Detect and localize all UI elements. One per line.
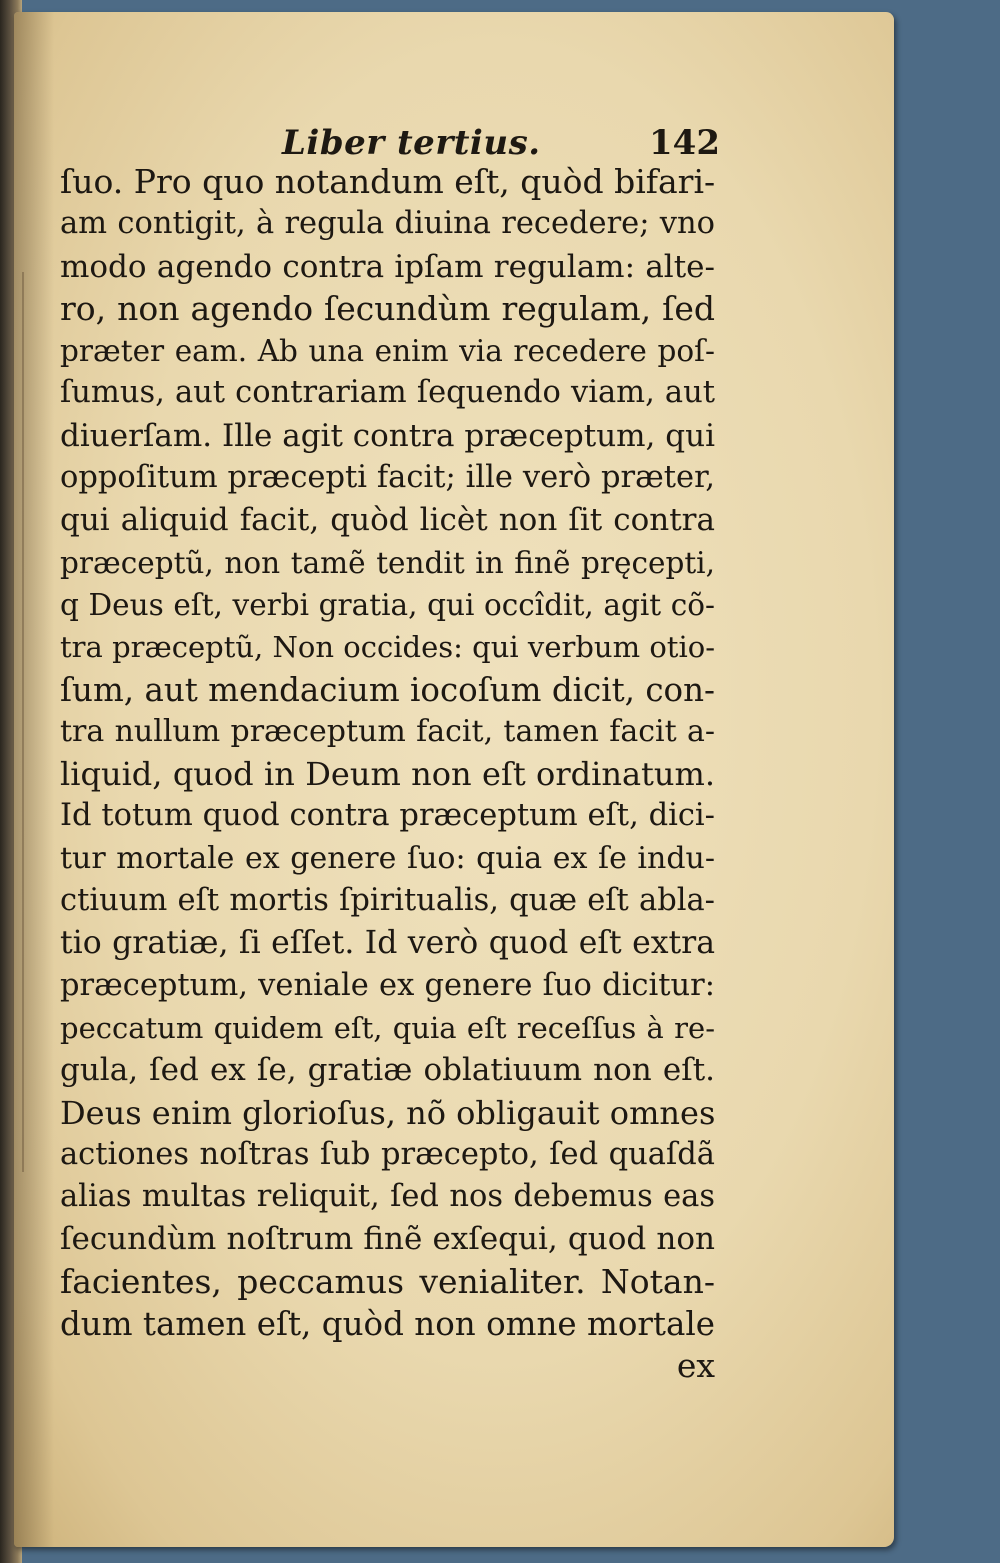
text-line: tra nullum præceptum facit, tamen facit a- — [60, 713, 715, 749]
text-line: facientes, peccamus venialiter. Notan- — [60, 1261, 715, 1301]
text-line: qui aliquid facit, quòd licèt non ſit contra — [60, 502, 715, 539]
text-line: dum tamen eſt, quòd non omne mortale — [60, 1305, 715, 1344]
text-line: am contigit, à regula diuina recedere; vno — [60, 206, 715, 242]
text-line: ſuo. Pro quo notandum eſt, quòd bifari- — [60, 162, 716, 201]
text-line: præceptũ, non tamẽ tendit in finẽ pręcepti, — [60, 545, 715, 580]
text-line: Deus enim glorioſus, nõ obligauit omnes — [60, 1093, 716, 1132]
body-text — [60, 161, 715, 1388]
page-number: 142 — [649, 123, 720, 163]
text-line: Id totum quod contra præceptum eſt, dici- — [60, 798, 715, 834]
text-line: q Deus eſt, verbi gratia, qui occîdit, agit cõ- — [60, 587, 715, 622]
text-line: tra præceptũ, Non occides: qui verbum otio- — [60, 630, 715, 665]
text-line: tio gratiæ, ſi eſſet. Id verò quod eſt extra — [60, 925, 715, 962]
text-line: ro, non agendo ſecundùm regulam, ſed — [60, 288, 715, 328]
text-line: diuerſam. Ille agit contra præceptum, qui — [60, 417, 715, 454]
text-line: actiones noſtras ſub præcepto, ſed quaſdã — [60, 1136, 715, 1172]
running-title: Liber tertius. — [282, 123, 541, 163]
text-line: ſecundùm noſtrum finẽ exſequi, quod non — [60, 1221, 715, 1258]
gutter-shadow — [22, 272, 24, 1172]
text-line: peccatum quidem eſt, quia eſt receſſus à re- — [60, 1010, 715, 1045]
text-line: oppoſitum præcepti facit; ille verò præter, — [60, 460, 715, 496]
text-line: ctiuum eſt mortis ſpiritualis, quæ eſt abla- — [60, 883, 715, 919]
catchword: ex — [676, 1346, 715, 1386]
text-line: ſum, aut mendacium iocoſum dicit, con- — [60, 670, 716, 709]
text-line: modo agendo contra ipſam regulam: alte- — [60, 248, 715, 285]
text-line: alias multas reliquit, ſed nos debemus eas — [60, 1179, 715, 1215]
text-line: præter eam. Ab una enim via recedere poſ- — [60, 334, 715, 369]
text-line: ſumus, aut contrariam ſequendo viam, aut — [60, 375, 715, 411]
text-line: tur mortale ex genere ſuo: quia ex ſe indu- — [60, 840, 715, 876]
text-line: gula, ſed ex ſe, gratiæ oblatiuum non eſt. — [60, 1052, 715, 1089]
text-line: liquid, quod in Deum non eſt ordinatum. — [60, 755, 715, 794]
text-line: præceptum, veniale ex genere ſuo dicitur: — [60, 967, 715, 1003]
